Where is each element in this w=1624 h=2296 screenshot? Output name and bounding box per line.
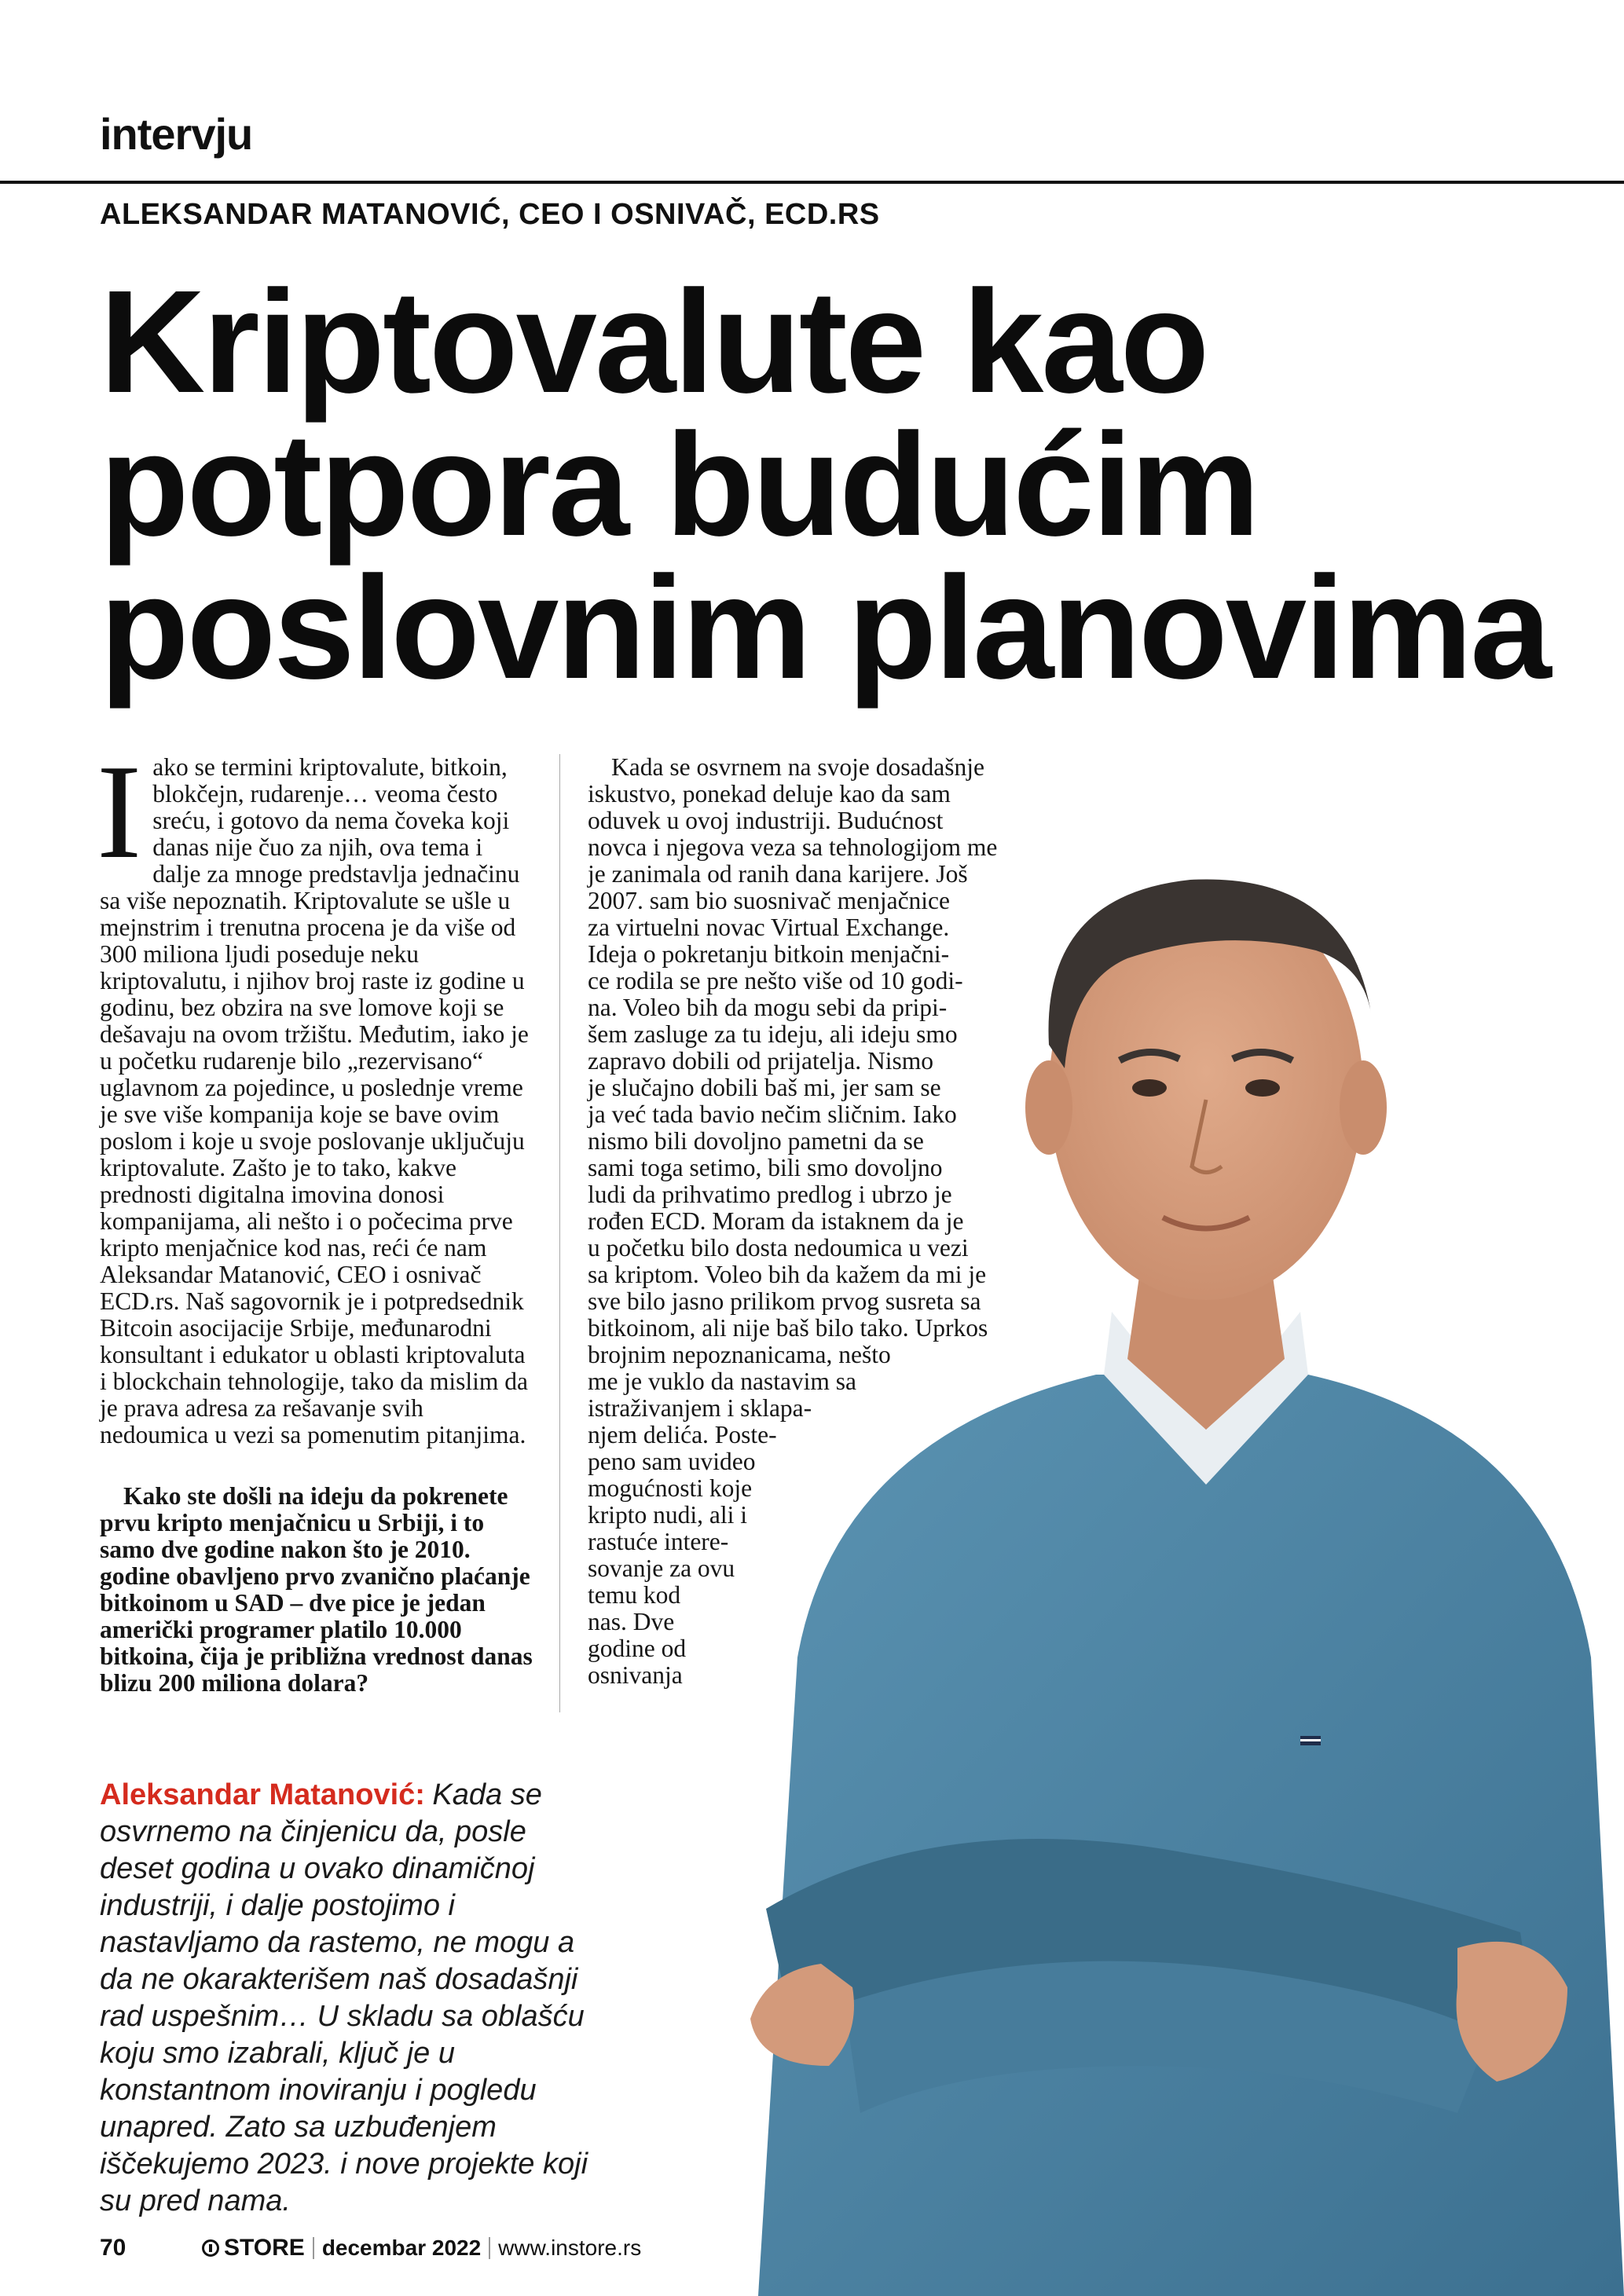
answer-line: ludi da prihvatimo predlog i ubrzo je	[588, 1181, 952, 1208]
answer-line: peno sam uvideo	[588, 1448, 756, 1475]
answer-line: rastuće intere-	[588, 1528, 729, 1555]
pull-quote-name: Aleksandar Matanović:	[100, 1778, 425, 1811]
answer-line: me je vuklo da nastavim sa	[588, 1368, 857, 1395]
answer-line: nas. Dve	[588, 1608, 675, 1635]
interview-question: Kako ste došli na ideju da pokrenete prvu kripto menjačnicu u Srbiji, i to samo dve godine nakon što je 2010. godine obavljeno prvo zvanično plaćanje bitkoinom u SAD – dve pice je jedan američki programer platilo 10.000 bitkoina, čija je približna vrednost danas blizu 200 miliona dolara?	[100, 1482, 533, 1697]
answer-line: Ideja o pokretanju bitkoin menjačni-	[588, 940, 950, 968]
answer-line: na. Voleo bih da mogu sebi da pripi-	[588, 994, 948, 1021]
brand-name: STORE	[224, 2235, 305, 2261]
answer-line: iskustvo, ponekad deluje kao da sam	[588, 780, 951, 807]
answer-line: je zanimala od ranih dana karijere. Još	[588, 860, 968, 888]
headline: Kriptovalute kao potpora budućim poslovnim planovima	[100, 261, 1549, 709]
answer-line: njem delića. Poste-	[588, 1421, 777, 1448]
answer-line: brojnim nepoznanicama, nešto	[588, 1341, 891, 1368]
page-footer	[100, 2232, 641, 2264]
answer-line: temu kod	[588, 1581, 681, 1609]
left-hand	[750, 1964, 854, 2066]
answer-line: sovanje za ovu	[588, 1554, 735, 1582]
answer-line: za virtuelni novac Virtual Exchange.	[588, 914, 950, 941]
answer-line: nismo bili dovoljno pametni da se	[588, 1127, 924, 1155]
subhead: ALEKSANDAR MATANOVIĆ, CEO I OSNIVAČ, ECD.RS	[100, 198, 880, 231]
drop-cap: I	[97, 738, 142, 887]
answer-line: kripto nudi, ali i	[588, 1501, 747, 1529]
column-divider	[559, 754, 560, 1712]
footer-separator	[489, 2237, 490, 2259]
answer-line: je slučajno dobili baš mi, jer sam se	[588, 1074, 941, 1101]
section-label: intervju	[100, 109, 253, 159]
site-url[interactable]: www.instore.rs	[498, 2236, 642, 2260]
top-rule	[0, 181, 1624, 184]
answer-line: ce rodila se pre nešto više od 10 godi-	[588, 967, 963, 994]
answer-line: rođen ECD. Moram da istaknem da je	[588, 1207, 964, 1235]
answer-line: istraživanjem i sklapa-	[588, 1394, 812, 1422]
pull-quote	[100, 1777, 603, 2220]
issue-date: decembar 2022	[321, 2236, 482, 2260]
answer-line: 2007. sam bio suosnivač menjačnice	[588, 887, 951, 914]
answer-line: sa kriptom. Voleo bih da kažem da mi je	[588, 1261, 987, 1288]
instore-logo-icon	[202, 2239, 219, 2257]
footer-separator	[313, 2237, 314, 2259]
answer-line: godine od	[588, 1635, 687, 1662]
answer-line: u početku bilo dosta nedoumica u vezi	[588, 1234, 969, 1262]
answer-line: novca i njegova veza sa tehnologijom me	[588, 833, 998, 861]
answer-line: sami toga setimo, bili smo dovoljno	[588, 1154, 943, 1181]
answer-line: šem zasluge za tu ideju, ali ideju smo	[588, 1020, 958, 1048]
intro-text: ako se termini kriptovalute, bitkoin, blokčejn, rudarenje… veoma često sreću, i gotovo da nema čoveka koji danas nije čuo za njih, ova tema i dalje za mnoge predstavlja jednačinu sa više nepoznatih. Kriptovalute se ušle u mejnstrim i trenutna procena je da više od 300 miliona ljudi poseduje neku kriptovalutu, i njihov broj raste iz godine u godinu, bez obzira na sve lomove koji se dešavaju na ovom tržištu. Međutim, iako je u početku rudarenje bilo „rezervisano“ uglavnom za pojedince, u poslednje vreme je sve više kompanija koje se bave ovim poslom i koje u svoje poslovanje uključuju kriptovalute. Zašto je to tako, kakve prednosti digitalna imovina donosi kompanijama, ali nešto i o počecima prve kripto menjačnice kod nas, reći će nam Aleksandar Matanović, CEO i osnivač ECD.rs. Naš sagovornik je i potpredsednik Bitcoin asocijacije Srbije, međunarodni konsultant i edukator u oblasti kriptovaluta i blockchain tehnologije, tako da mislim da je prava adresa za rešavanje svih nedoumica u vezi sa pomenutim pitanjima.	[100, 753, 529, 1448]
answer-line: mogućnosti koje	[588, 1474, 753, 1502]
answer-line: zapravo dobili od prijatelja. Nismo	[588, 1047, 934, 1075]
article-column-2	[588, 754, 1047, 1689]
answer-paragraph	[588, 754, 1047, 1689]
page-number: 70	[100, 2235, 126, 2261]
answer-line: osnivanja	[588, 1661, 683, 1689]
answer-line: sve bilo jasno prilikom prvog susreta sa	[588, 1287, 981, 1315]
answer-line: ja već tada bavio nečim sličnim. Iako	[588, 1100, 957, 1128]
answer-line: oduvek u ovoj industriji. Budućnost	[588, 807, 944, 834]
article-column-1	[97, 738, 536, 1697]
answer-line: bitkoinom, ali nije baš bilo tako. Uprkos	[588, 1314, 988, 1342]
intro-paragraph	[97, 738, 536, 1448]
pull-quote-text: Kada se osvrnemo na činjenicu da, posle deset godina u ovako dinamičnoj industriji, i dalje postojimo i nastavljamo da rastemo, ne mogu a da ne okarakterišem naš dosadašnji rad uspešnim… U skladu sa oblašću koju smo izabrali, ključ je u konstantnom inoviranju i pogledu unapred. Zato sa uzbuđenjem iščekujemo 2023. i nove projekte koji su pred nama.	[100, 1778, 588, 2217]
answer-line: Kada se osvrnem na svoje dosadašnje	[611, 753, 984, 781]
